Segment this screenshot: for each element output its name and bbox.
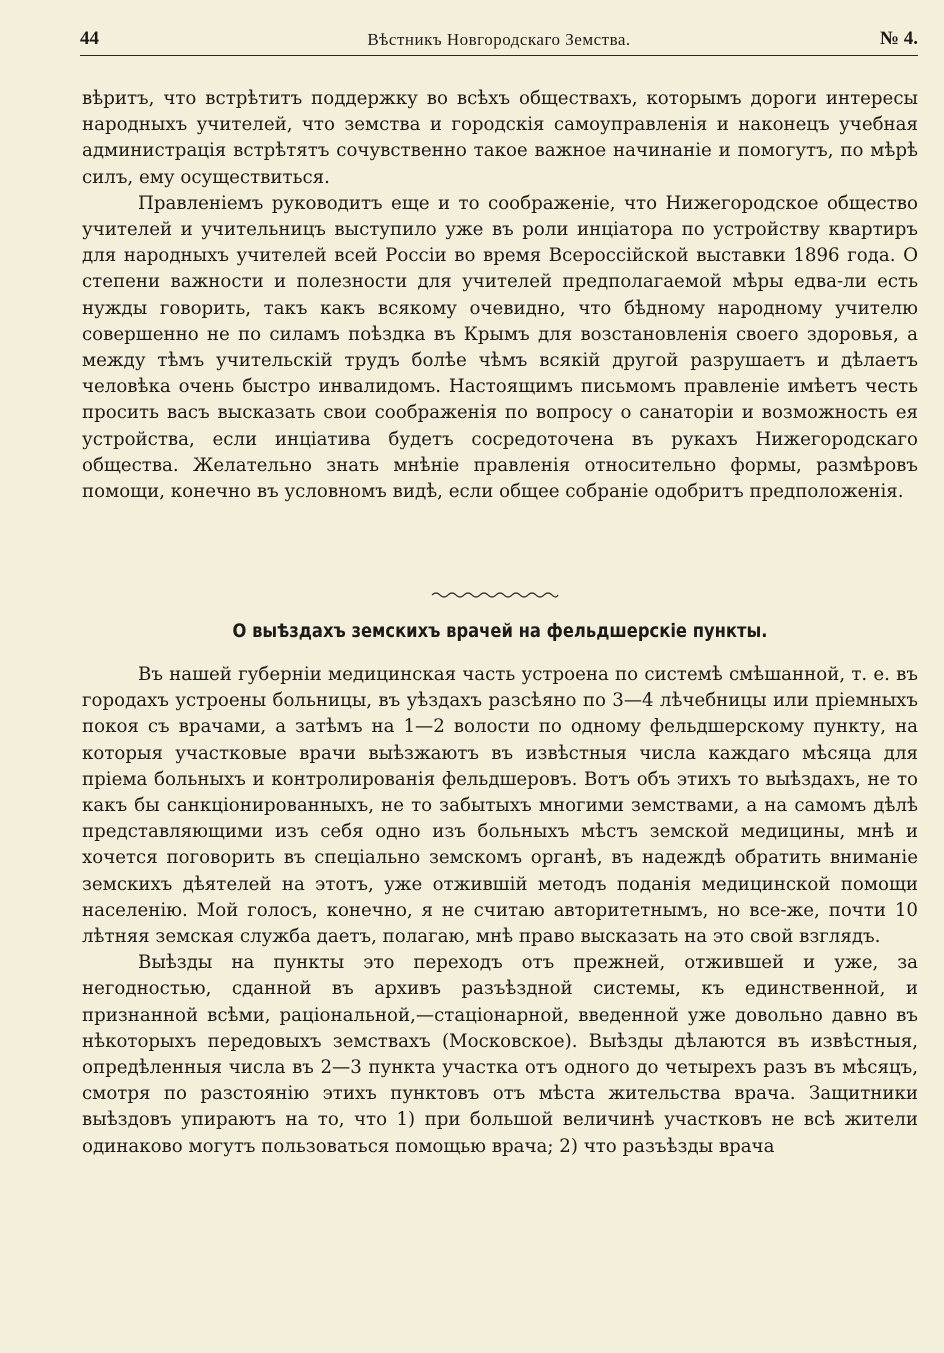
section-continued-text bbox=[82, 86, 918, 505]
paragraph: Въ нашей губерніи медицинская часть устроена по системѣ смѣшанной, т. е. въ городахъ устроены больницы, въ уѣздахъ разсѣяно по 3—4 лѣчебницы или пріемныхъ покоя съ врачами, а затѣмъ на 1—2 волости по одному фельдшерскому пункту, на которыя участковые врачи выѣзжаютъ въ извѣстныя числа каждаго мѣсяца для пріема больныхъ и контролированія фельдшеровъ. Вотъ объ этихъ то выѣздахъ, не то какъ бы санкціонированныхъ, не то забытыхъ многими земствами, а на самомъ дѣлѣ представляющими изъ себя одно изъ больныхъ мѣстъ земской медицины, мнѣ и хочется поговорить въ спеціально земскомъ органѣ, въ надеждѣ обратить вниманіе земскихъ дѣятелей на этотъ, уже отжившій методъ поданія медицинской помощи населенію. Мой голосъ, конечно, я не считаю авторитетнымъ, но все-же, почти 10 лѣтняя земская служба даетъ, полагаю, мнѣ право высказать на это свой взглядъ. bbox=[82, 664, 918, 948]
paragraph: вѣритъ, что встрѣтитъ поддержку во всѣхъ обществахъ, которымъ дороги интересы народныхъ учителей, что земства и городскія самоуправленія и наконецъ учебная администрація встрѣтятъ сочувственно такое важное начинаніе и помогутъ, по мѣрѣ силъ, ему осуществиться. bbox=[82, 88, 918, 188]
running-header bbox=[80, 24, 918, 56]
section-article-text bbox=[82, 662, 918, 1160]
header-rule bbox=[80, 55, 918, 56]
journal-title: Вѣстникъ Новгородскаго Земства. bbox=[367, 30, 631, 49]
wavy-divider-ornament bbox=[430, 590, 560, 600]
section-heading: О выѣздахъ земскихъ врачей на фельдшерскіе пункты. bbox=[232, 620, 768, 642]
paragraph: Выѣзды на пункты это переходъ отъ прежней, отжившей и уже, за негодностью, сданной въ архивъ разъѣздной системы, къ единственной, и признанной всѣми, раціональной,—стаціонарной, введенной уже довольно давно въ нѣкоторыхъ передовыхъ земствахъ (Московское). Выѣзды дѣлаются въ извѣстныя, опредѣленныя числа въ 2—3 пункта участка отъ одного до четырехъ разъ въ мѣсяцъ, смотря по разстоянію этихъ пунктовъ отъ мѣста жительства врача. Защитники выѣздовъ упираютъ на то, что 1) при большой величинѣ участковъ не всѣ жители одинаково могутъ пользоваться помощью врача; 2) что разъѣзды врача bbox=[82, 952, 918, 1157]
issue-number: № 4. bbox=[879, 28, 918, 49]
page-number: 44 bbox=[80, 28, 99, 49]
paragraph: Правленіемъ руководитъ еще и то соображеніе, что Нижегородское общество учителей и учительницъ выступило уже въ роли инціатора по устройству квартиръ для народныхъ учителей всей Россіи во время Всероссійской выставки 1896 года. О степени важности и полезности для учителей предполагаемой мѣры едва-ли есть нужды говорить, такъ какъ всякому очевидно, что бѣдному народному учителю совершенно не по силамъ поѣздка въ Крымъ для возстановленія своего здоровья, а между тѣмъ учительскій трудъ болѣе чѣмъ всякій другой разрушаетъ и дѣлаетъ человѣка очень быстро инвалидомъ. Настоящимъ письмомъ правленіе имѣетъ честь просить васъ высказать свои соображенія по вопросу о санаторіи и возможность ея устройства, если инціатива будетъ сосредоточена въ рукахъ Нижегородскаго общества. Желательно знать мнѣніе правленія относительно формы, размѣровъ помощи, конечно въ условномъ видѣ, если общее собраніе одобритъ предположенія. bbox=[82, 192, 918, 503]
